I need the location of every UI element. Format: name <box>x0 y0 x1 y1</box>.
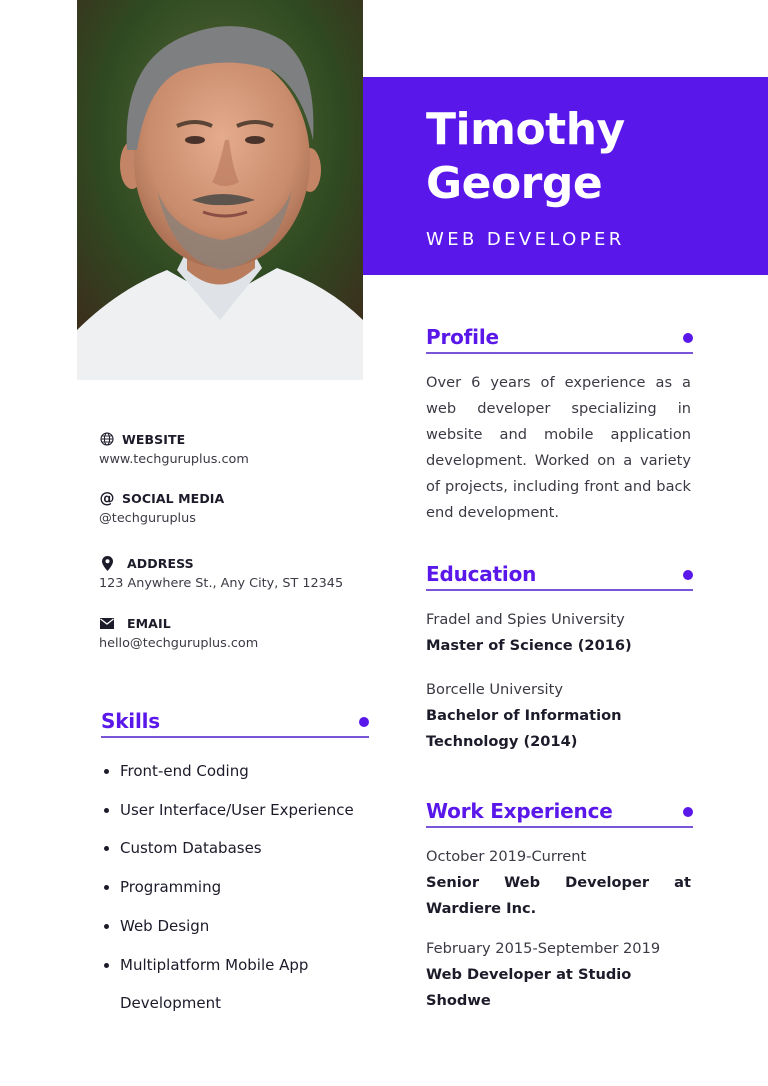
skills-title: Skills <box>101 709 160 733</box>
skill-item: Multiplatform Mobile App Development <box>103 946 348 1023</box>
skill-item: Programming <box>103 868 383 907</box>
job-title: WEB DEVELOPER <box>426 229 625 250</box>
envelope-icon <box>99 615 115 631</box>
education-header <box>426 561 693 591</box>
profile-photo <box>77 0 363 380</box>
skill-item: Custom Databases <box>103 829 383 868</box>
website-value[interactable]: www.techguruplus.com <box>99 452 249 467</box>
header-banner <box>363 77 768 275</box>
profile-header <box>426 324 693 354</box>
last-name: George <box>426 158 603 209</box>
education-degree: Bachelor of Information Technology (2014) <box>426 707 622 750</box>
work-period: February 2015-September 2019 <box>426 940 661 957</box>
education-school: Fradel and Spies University <box>426 611 625 628</box>
bullet-dot-icon <box>683 807 693 817</box>
bullet-dot-icon <box>359 717 369 727</box>
contact-email <box>99 614 258 651</box>
work-position: Web Developer at Studio Shodwe <box>426 966 632 1009</box>
education-degree: Master of Science (2016) <box>426 637 632 654</box>
website-label: WEBSITE <box>122 431 186 447</box>
education-title: Education <box>426 562 537 586</box>
skill-item: Front-end Coding <box>103 752 383 791</box>
portrait-image <box>77 0 363 380</box>
profile-text: Over 6 years of experience as a web developer specializing in website and mobile application development. Worked on a variety of projects, including front and back end development. <box>426 374 691 521</box>
email-label: EMAIL <box>127 615 171 631</box>
address-value: 123 Anywhere St., Any City, ST 12345 <box>99 576 344 591</box>
social-label: SOCIAL MEDIA <box>122 490 225 506</box>
contact-address <box>99 554 343 591</box>
work-header <box>426 798 693 828</box>
work-position: Senior Web Developer at Wardiere Inc. <box>426 874 691 917</box>
contact-social <box>99 489 224 526</box>
work-period: October 2019-Current <box>426 848 587 865</box>
at-icon: @ <box>99 489 115 507</box>
map-pin-icon <box>99 555 115 571</box>
person-name <box>426 103 625 211</box>
contact-website <box>99 430 249 467</box>
first-name: Timothy <box>426 104 625 155</box>
education-school: Borcelle University <box>426 681 563 698</box>
skill-item: Web Design <box>103 907 383 946</box>
skill-item: User Interface/User Experience <box>103 791 383 830</box>
globe-icon <box>99 431 115 447</box>
social-value[interactable]: @techguruplus <box>99 511 196 526</box>
skills-list <box>103 752 383 1023</box>
profile-title: Profile <box>426 325 499 349</box>
skills-header <box>101 708 369 738</box>
email-value[interactable]: hello@techguruplus.com <box>99 636 259 651</box>
address-label: ADDRESS <box>127 555 194 571</box>
bullet-dot-icon <box>683 570 693 580</box>
work-title: Work Experience <box>426 799 613 823</box>
bullet-dot-icon <box>683 333 693 343</box>
